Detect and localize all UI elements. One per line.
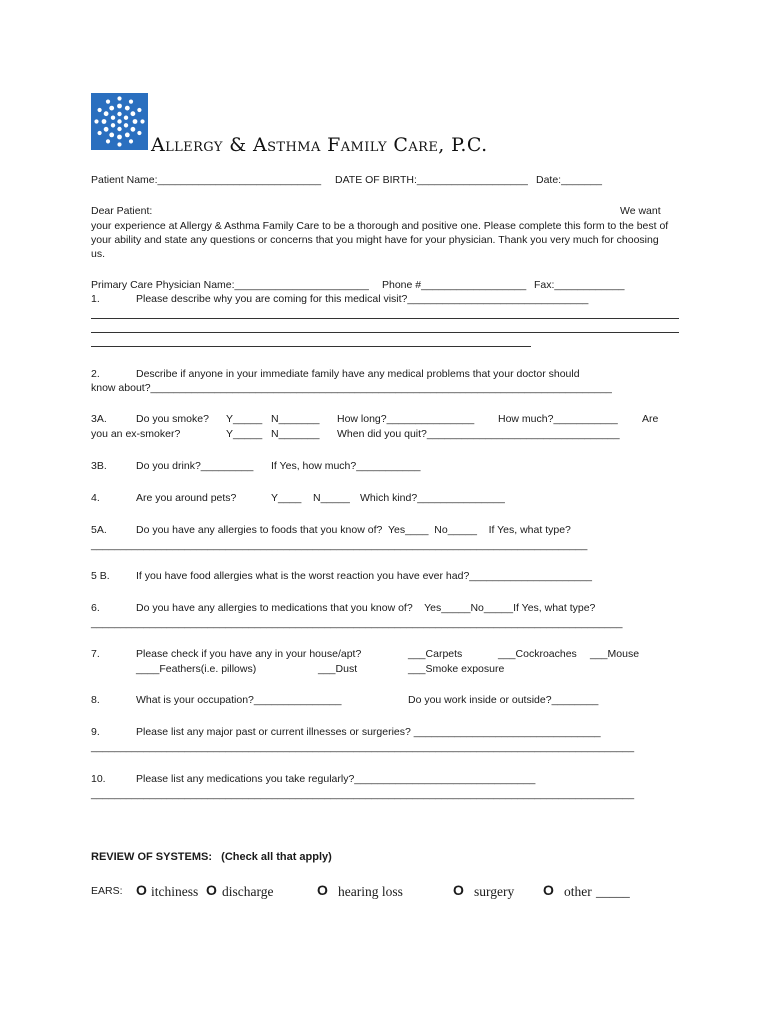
q3a-smoke-yes-field[interactable]: Y_____ (226, 413, 263, 425)
q3b-drink-field[interactable]: Do you drink?_________ (136, 460, 254, 472)
q3a-ex-smoker-no-field[interactable]: N_______ (271, 428, 320, 440)
q7-number: 7. (91, 648, 100, 660)
intro-paragraph: your experience at Allergy & Asthma Family Care to be a thorough and positive one. Please complete this form to the best of your ability and state any questions or concerns that you might have for your physician. Thank you very much for choosing us. (91, 220, 669, 260)
q7-cockroaches-check[interactable]: ___Cockroaches (498, 648, 577, 660)
surgery-checkbox[interactable]: O (453, 882, 464, 898)
q7-question: Please check if you have any in your house/apt? (136, 648, 362, 660)
clinic-logo (91, 93, 148, 150)
q3a-smoke-no-field[interactable]: N_______ (271, 413, 320, 425)
q3b-how-much-field[interactable]: If Yes, how much?___________ (271, 460, 421, 472)
q5a-answer-line[interactable]: _____________________________________________________________________________________ (91, 539, 588, 551)
physician-phone-field[interactable]: Phone #__________________ (382, 279, 527, 291)
q1-visit-reason-field[interactable]: Please describe why you are coming for this medical visit?_______________________________ (136, 293, 589, 305)
ears-label: EARS: (91, 885, 123, 897)
q9-illnesses-field[interactable]: Please list any major past or current illnesses or surgeries? ________________________________ (136, 726, 601, 738)
q9-answer-line[interactable]: _____________________________________________________________________________________________ (91, 741, 635, 753)
q8-number: 8. (91, 694, 100, 706)
q8-occupation-field[interactable]: What is your occupation?_______________ (136, 694, 342, 706)
q6-number: 6. (91, 602, 100, 614)
physician-fax-field[interactable]: Fax:____________ (534, 279, 625, 291)
q1-answer-line-1[interactable] (91, 318, 679, 319)
q2-family-history-field[interactable]: know about?_______________________________________________________________________________ (91, 382, 612, 394)
we-want-text: We want (620, 205, 661, 217)
q3a-number: 3A. (91, 413, 107, 425)
discharge-label: discharge (222, 884, 274, 899)
date-field[interactable]: Date:_______ (536, 174, 602, 186)
other-field[interactable]: _____ (596, 884, 630, 899)
hearing-loss-checkbox[interactable]: O (317, 882, 328, 898)
q1-number: 1. (91, 293, 100, 305)
q3a-ex-smoker-question: you an ex-smoker? (91, 428, 181, 440)
greeting: Dear Patient: (91, 205, 153, 217)
q5b-number: 5 B. (91, 570, 110, 582)
q7-carpets-check[interactable]: ___Carpets (408, 648, 463, 660)
q4-pets-yes-field[interactable]: Y____ (271, 492, 302, 504)
q7-feathers-check[interactable]: ____Feathers(i.e. pillows) (136, 663, 257, 675)
q7-mouse-check[interactable]: ___Mouse (590, 648, 640, 660)
patient-name-field[interactable]: Patient Name:____________________________ (91, 174, 322, 186)
q3a-how-long-field[interactable]: How long?_______________ (337, 413, 475, 425)
q8-work-location-field[interactable]: Do you work inside or outside?________ (408, 694, 599, 706)
q1-answer-line-2[interactable] (91, 332, 679, 333)
q5b-worst-reaction-field[interactable]: If you have food allergies what is the worst reaction you have ever had?_____________________ (136, 570, 592, 582)
itchiness-checkbox[interactable]: O (136, 882, 147, 898)
q2-question: Describe if anyone in your immediate family have any medical problems that your doctor should (136, 368, 580, 380)
dotted-circle-logo-icon (91, 93, 148, 150)
q4-pets-no-field[interactable]: N_____ (313, 492, 350, 504)
other-label: other (564, 884, 592, 899)
q9-number: 9. (91, 726, 100, 738)
q3a-are-text: Are (642, 413, 659, 425)
q1-answer-line-3[interactable] (91, 346, 531, 347)
q5a-number: 5A. (91, 524, 107, 536)
q6-answer-line[interactable]: ___________________________________________________________________________________________ (91, 617, 623, 629)
q10-number: 10. (91, 773, 106, 785)
q3a-when-quit-field[interactable]: When did you quit?_________________________________ (337, 428, 620, 440)
surgery-label: surgery (474, 884, 515, 899)
q3a-smoke-question: Do you smoke? (136, 413, 209, 425)
q7-smoke-exposure-check[interactable]: ___Smoke exposure (408, 663, 505, 675)
review-of-systems-heading: REVIEW OF SYSTEMS: (Check all that apply) (91, 851, 332, 863)
q2-number: 2. (91, 368, 100, 380)
clinic-title: Allergy & Asthma Family Care, P.C. (151, 134, 488, 156)
hearing-loss-label: hearing loss (338, 884, 403, 899)
q10-answer-line[interactable]: _____________________________________________________________________________________________ (91, 788, 635, 800)
q3b-number: 3B. (91, 460, 107, 472)
q4-pets-question: Are you around pets? (136, 492, 237, 504)
date-of-birth-field[interactable]: DATE OF BIRTH:___________________ (335, 174, 528, 186)
q4-number: 4. (91, 492, 100, 504)
q3a-ex-smoker-yes-field[interactable]: Y_____ (226, 428, 263, 440)
q6-medication-allergy-field[interactable]: Do you have any allergies to medications that you know of? Yes_____No_____If Yes, what type? (136, 602, 596, 614)
q5a-food-allergy-field[interactable]: Do you have any allergies to foods that you know of? Yes____ No_____ If Yes, what type? (136, 524, 571, 536)
q7-dust-check[interactable]: ___Dust (318, 663, 358, 675)
itchiness-label: itchiness (151, 884, 199, 899)
q4-pet-kind-field[interactable]: Which kind?_______________ (360, 492, 505, 504)
q3a-how-much-field[interactable]: How much?___________ (498, 413, 618, 425)
other-checkbox[interactable]: O (543, 882, 554, 898)
discharge-checkbox[interactable]: O (206, 882, 217, 898)
physician-name-field[interactable]: Primary Care Physician Name:_______________________ (91, 279, 369, 291)
q10-medications-field[interactable]: Please list any medications you take regularly?_______________________________ (136, 773, 536, 785)
